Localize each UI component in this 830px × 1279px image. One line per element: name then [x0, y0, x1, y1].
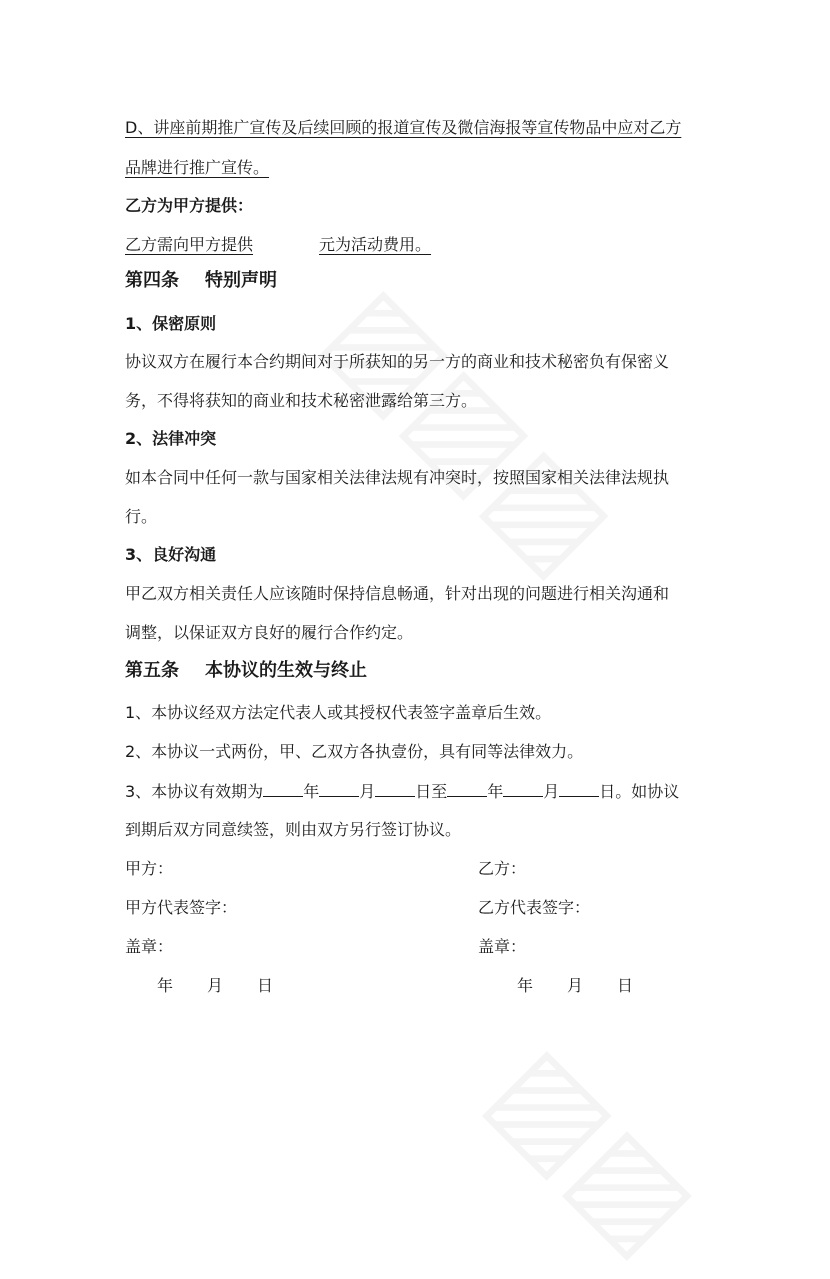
party-a-date-day: 日	[257, 976, 274, 995]
article-5-heading	[125, 660, 367, 682]
label-day-end: 日。如协议	[599, 782, 680, 801]
watermark-mark	[464, 1020, 723, 1279]
section-law-conflict-text-1: 如本合同中任何一款与国家相关法律法规有冲突时，按照国家相关法律法规执	[125, 468, 670, 487]
blank-end-year[interactable]	[447, 780, 487, 797]
article-5-title: 本协议的生效与终止	[205, 660, 367, 681]
blank-end-month[interactable]	[503, 780, 543, 797]
party-a-seal-label: 盖章：	[125, 937, 174, 956]
blank-end-day[interactable]	[559, 780, 599, 797]
party-b-date-month: 月	[567, 976, 584, 995]
label-month-end: 月	[543, 782, 560, 801]
activity-fee-line	[125, 234, 431, 256]
party-b-provides-heading: 乙方为甲方提供：	[125, 196, 254, 215]
section-law-conflict-title: 2、法律冲突	[125, 429, 217, 448]
section-law-conflict-text-2: 行。	[125, 507, 158, 526]
section-communication-text-1: 甲乙双方相关责任人应该随时保持信息畅通，针对出现的问题进行相关沟通和	[125, 584, 670, 603]
section-confidentiality-text-1: 协议双方在履行本合约期间对于所获知的另一方的商业和技术秘密负有保密义	[125, 352, 670, 371]
article-5-number: 第五条	[125, 660, 179, 681]
party-b-date-year: 年	[517, 976, 534, 995]
article-5-item-1: 1、本协议经双方法定代表人或其授权代表签字盖章后生效。	[125, 703, 552, 722]
article-4-number: 第四条	[125, 270, 179, 291]
party-b-seal-label: 盖章：	[478, 937, 527, 956]
party-b-date	[517, 975, 633, 997]
label-year-end: 年	[487, 782, 504, 801]
label-month: 月	[359, 782, 376, 801]
label-year: 年	[303, 782, 320, 801]
section-communication-text-2: 调整，以保证双方良好的履行合作约定。	[125, 623, 414, 642]
section-communication-title: 3、良好沟通	[125, 545, 217, 564]
section-confidentiality-title: 1、保密原则	[125, 314, 217, 333]
blank-start-year[interactable]	[263, 780, 303, 797]
fee-suffix: 元为活动费用。	[319, 235, 432, 254]
blank-start-day[interactable]	[375, 780, 415, 797]
watermark-mark	[301, 260, 640, 599]
clause-d-line-1: D、讲座前期推广宣传及后续回顾的报道宣传及微信海报等宣传物品中应对乙方	[125, 118, 682, 137]
party-b-label: 乙方：	[478, 859, 527, 878]
clause-d-line-2-text: 品牌进行推广宣传。	[125, 158, 270, 177]
label-day-to: 日至	[415, 782, 448, 801]
party-b-rep-signature-label: 乙方代表签字：	[478, 898, 591, 917]
party-a-date	[157, 975, 273, 997]
fee-prefix: 乙方需向甲方提供	[125, 235, 254, 254]
validity-prefix: 3、本协议有效期为	[125, 782, 264, 801]
article-4-title: 特别声明	[205, 270, 277, 291]
party-a-label: 甲方：	[125, 859, 174, 878]
article-5-item-2: 2、本协议一式两份，甲、乙双方各执壹份，具有同等法律效力。	[125, 742, 584, 761]
article-4-heading	[125, 270, 277, 292]
party-b-date-day: 日	[617, 976, 634, 995]
section-confidentiality-text-2: 务，不得将获知的商业和技术秘密泄露给第三方。	[125, 391, 478, 410]
party-a-rep-signature-label: 甲方代表签字：	[125, 898, 238, 917]
party-a-date-year: 年	[157, 976, 174, 995]
blank-start-month[interactable]	[319, 780, 359, 797]
article-5-item-3	[125, 780, 679, 803]
article-5-item-3-cont: 到期后双方同意续签，则由双方另行签订协议。	[125, 820, 462, 839]
clause-d-line-2	[125, 157, 281, 179]
party-a-date-month: 月	[207, 976, 224, 995]
